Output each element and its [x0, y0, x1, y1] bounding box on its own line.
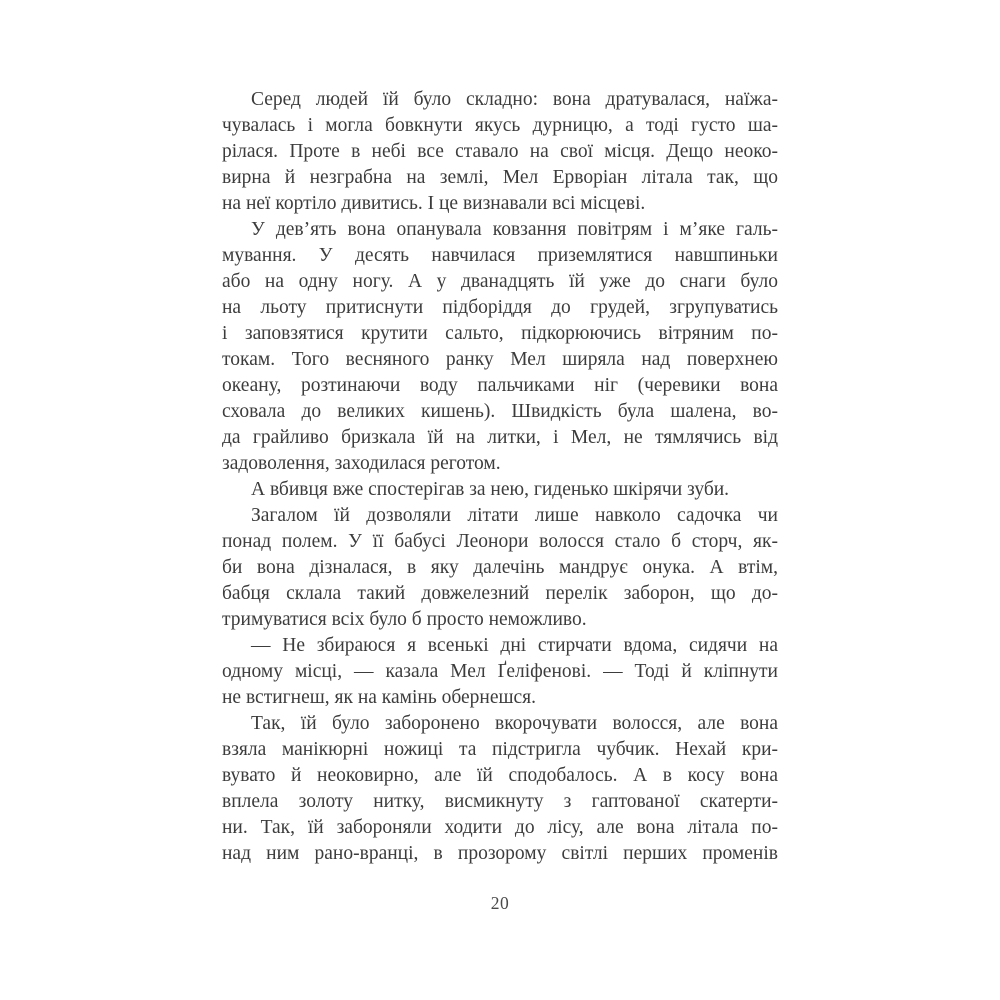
text-line: або на одну ногу. А у дванадцять їй уже до снаги було	[222, 271, 778, 292]
text-line: бабця склала такий довжелезний перелік заборон, що до-	[222, 583, 778, 604]
text-line: тримуватися всіх було б просто неможливо.	[222, 609, 587, 630]
text-line: одному місці, — казала Мел Ґеліфенові. — Тоді й кліпнути	[222, 661, 778, 682]
text-line: рілася. Проте в небі все ставало на свої місця. Дещо неоко-	[222, 141, 778, 162]
text-line: Серед людей їй було складно: вона дратувалася, наїжа-	[251, 89, 778, 110]
body-text	[222, 87, 778, 867]
text-line: на неї кортіло дивитись. І це визнавали всі місцеві.	[222, 193, 646, 214]
text-line: чувалась і могла бовкнути якусь дурницю, а тоді густо ша-	[222, 115, 778, 136]
text-line: над ним рано-вранці, в прозорому світлі перших променів	[222, 843, 778, 864]
text-line: токам. Того весняного ранку Мел ширяла над поверхнею	[222, 349, 778, 370]
text-line: мування. У десять навчилася приземлятися навшпиньки	[222, 245, 778, 266]
text-line: да грайливо бризкала їй на литки, і Мел, не тямлячись від	[222, 427, 778, 448]
text-line: задоволення, заходилася реготом.	[222, 453, 501, 474]
text-line: вувато й неоковирно, але їй сподобалось. А в косу вона	[222, 765, 778, 786]
text-line: сховала до великих кишень). Швидкість була шалена, во-	[222, 401, 778, 422]
text-line: і заповзятися крутити сальто, підкорюючись вітряним по-	[222, 323, 778, 344]
text-line: океану, розтинаючи воду пальчиками ніг (черевики вона	[222, 375, 778, 396]
text-line: Так, їй було заборонено вкорочувати волосся, але вона	[251, 713, 778, 734]
text-line: понад полем. У її бабусі Леонори волосся стало б сторч, як-	[222, 531, 778, 552]
text-line: ни. Так, їй забороняли ходити до лісу, але вона літала по-	[222, 817, 778, 838]
page-number: 20	[490, 893, 510, 913]
text-line: вирна й незграбна на землі, Мел Ерворіан літала так, що	[222, 167, 778, 188]
text-line: У дев’ять вона опанувала ковзання повітрям і м’яке галь-	[251, 219, 778, 240]
text-line: взяла манікюрні ножиці та підстригла чубчик. Нехай кри-	[222, 739, 778, 760]
text-line: би вона дізналася, в яку далечінь мандрує онука. А втім,	[222, 557, 778, 578]
text-line: — Не збираюся я всенькі дні стирчати вдома, сидячи на	[251, 635, 778, 656]
text-line: А вбивця вже спостерігав за нею, гиденько шкірячи зуби.	[251, 479, 730, 500]
text-line: не встигнеш, як на камінь обернешся.	[222, 687, 537, 708]
text-line: Загалом їй дозволяли літати лише навколо садочка чи	[251, 505, 778, 526]
text-line: на льоту притиснути підборіддя до грудей, згрупуватись	[222, 297, 778, 318]
text-line: вплела золоту нитку, висмикнуту з гаптованої скатерти-	[222, 791, 778, 812]
